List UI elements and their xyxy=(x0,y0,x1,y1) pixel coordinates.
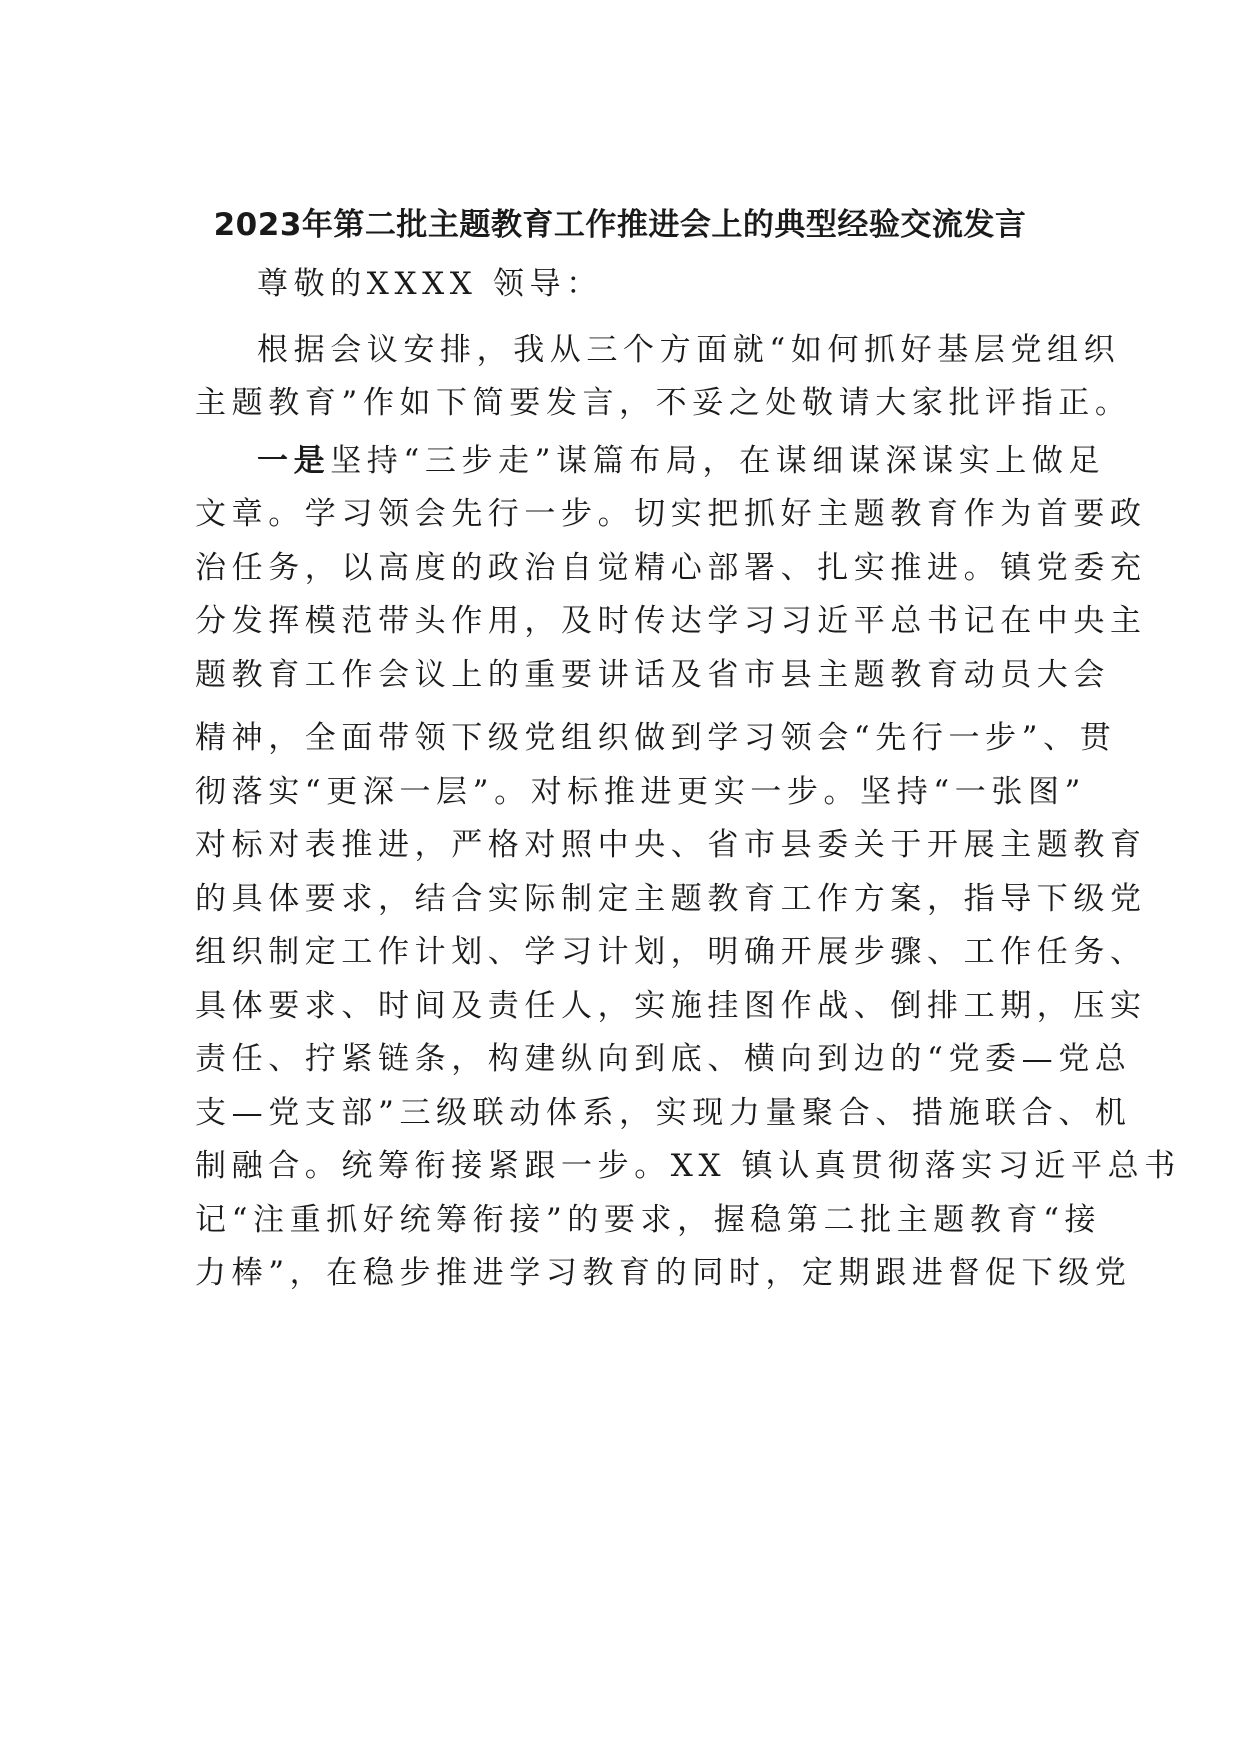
section1-body-line xyxy=(195,595,1147,637)
section1-text: 的具体要求，结合实际制定主题教育工作方案，指导下级党 xyxy=(195,880,1147,917)
section1-line-1 xyxy=(195,435,1105,477)
section1-body-line xyxy=(195,766,1086,808)
section1-body-line xyxy=(195,980,1147,1022)
section1-text: 题教育工作会议上的重要讲话及省市县主题教育动员大会 xyxy=(195,656,1110,693)
section1-body-line xyxy=(195,1033,1131,1075)
section1-text: 分发挥模范带头作用，及时传达学习习近平总书记在中央主 xyxy=(195,603,1147,639)
section1-text: 支—党支部”三级联动体系，实现力量聚合、措施联合、机 xyxy=(195,1094,1132,1131)
section1-text: 具体要求、时间及责任人，实施挂图作战、倒排工期，压实 xyxy=(195,987,1147,1024)
section1-text: 文章。学习领会先行一步。切实把抓好主题教育作为首要政 xyxy=(195,496,1147,532)
section1-text: 坚持“三步走”谋篇布局，在谋细谋深谋实上做足 xyxy=(330,442,1106,479)
section1-text: 责任、拧紧链条，构建纵向到底、横向到边的“党委—党总 xyxy=(195,1041,1132,1077)
section1-body-line xyxy=(195,1140,1181,1182)
section1-lead: 一是 xyxy=(257,442,331,479)
section1-body-line xyxy=(195,926,1147,968)
intro-line-2 xyxy=(195,377,1131,419)
intro-text: 主题教育”作如下简要发言，不妥之处敬请大家批评指正。 xyxy=(195,385,1132,421)
section1-body-line xyxy=(195,712,1116,754)
salutation: 尊敬的XXXX 领导： xyxy=(257,266,603,302)
section1-text: 组织制定工作计划、学习计划，明确开展步骤、工作任务、 xyxy=(195,934,1147,970)
section1-text: 治任务，以高度的政治自觉精心部署、扎实推进。镇党委充 xyxy=(195,549,1147,586)
section1-body-line xyxy=(195,873,1147,915)
section1-body-line xyxy=(195,649,1110,691)
document-title: 2023年第二批主题教育工作推进会上的典型经验交流发言 xyxy=(213,207,1027,243)
section1-text: 记“注重抓好统筹衔接”的要求，握稳第二批主题教育“接 xyxy=(195,1201,1102,1238)
section1-body-line xyxy=(195,488,1147,530)
section1-text: 制融合。统筹衔接紧跟一步。XX 镇认真贯彻落实习近平总书 xyxy=(195,1148,1181,1184)
section1-body-line xyxy=(195,819,1147,861)
intro-line-1 xyxy=(195,324,1120,366)
section1-text: 力棒”，在稳步推进学习教育的同时，定期跟进督促下级党 xyxy=(195,1255,1132,1291)
section1-body-line xyxy=(195,542,1147,584)
section1-body-line xyxy=(195,1194,1101,1236)
salutation-line xyxy=(195,258,603,300)
section1-text: 彻落实“更深一层”。对标推进更实一步。坚持“一张图” xyxy=(195,773,1086,810)
section1-text: 对标对表推进，严格对照中央、省市县委关于开展主题教育 xyxy=(195,827,1147,863)
section1-body-line xyxy=(195,1247,1131,1289)
intro-text: 根据会议安排，我从三个方面就“如何抓好基层党组织 xyxy=(257,331,1121,368)
section1-text: 精神，全面带领下级党组织做到学习领会“先行一步”、贯 xyxy=(195,720,1117,756)
section1-body-line xyxy=(195,1087,1131,1129)
